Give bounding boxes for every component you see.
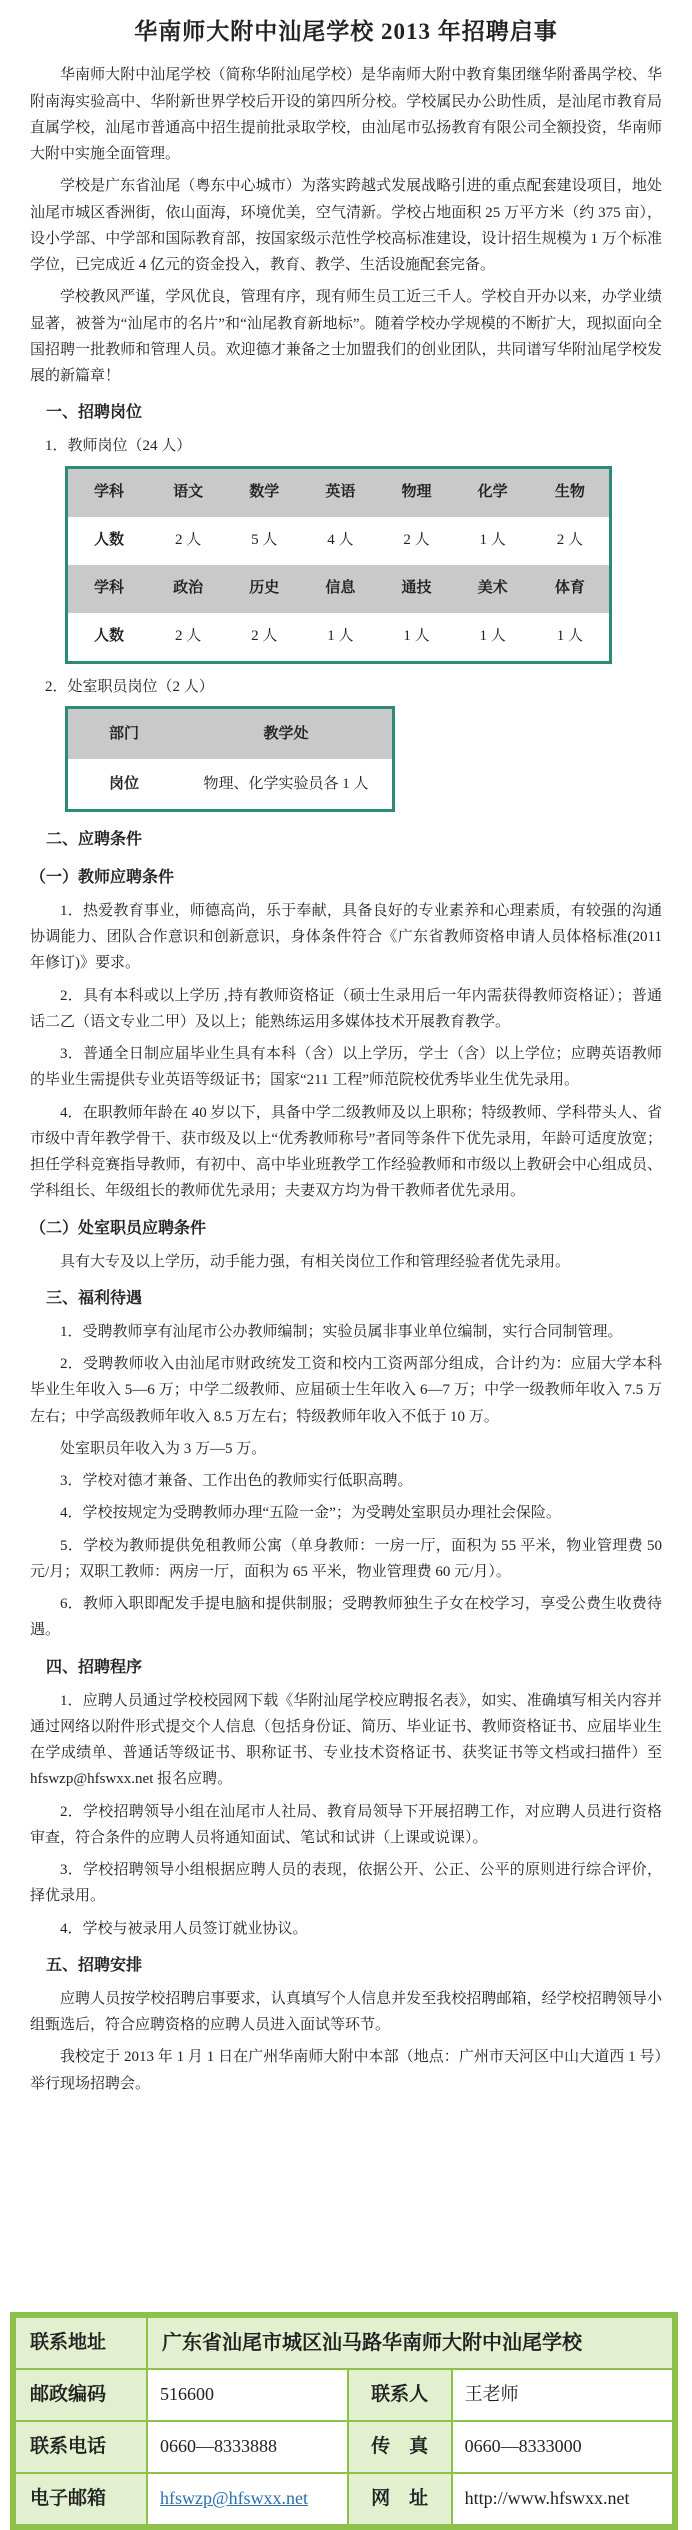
table-cell: 2 人 — [226, 613, 302, 663]
table-cell: 2 人 — [531, 517, 611, 565]
table-row — [67, 759, 394, 811]
table-cell: 1 人 — [455, 517, 531, 565]
contact-label: 联系人 — [348, 2369, 452, 2421]
procedure-item: 2．学校招聘领导小组在汕尾市人社局、教育局领导下开展招聘工作，对应聘人员进行资格审查，符合条件的应聘人员将通知面试、笔试和试讲（上课或说课）。 — [30, 1803, 662, 1846]
benefit-item: 4．学校按规定为受聘教师办理“五险一金”；为受聘处室职员办理社会保险。 — [60, 1505, 561, 1522]
table-cell: 人数 — [67, 613, 151, 663]
table-cell: 物理、化学实验员各 1 人 — [203, 775, 369, 792]
teacher-positions-subheading: 1．教师岗位（24 人） — [45, 438, 192, 455]
table-row — [67, 467, 611, 517]
table-cell: 通技 — [378, 565, 454, 613]
table-row — [67, 613, 611, 663]
phone-number: 0660—8333888 — [147, 2421, 348, 2473]
contact-label: 邮政编码 — [15, 2369, 147, 2421]
table-row — [67, 565, 611, 613]
requirement-item: 2．具有本科或以上学历 ,持有教师资格证（硕士生录用后一年内需获得教师资格证）；普通话二乙（语文专业二甲）及以上；能熟练运用多媒体技术开展教育教学。 — [30, 987, 662, 1030]
table-cell: 化学 — [455, 467, 531, 517]
table-cell: 数学 — [226, 467, 302, 517]
table-cell: 体育 — [531, 565, 611, 613]
benefit-item: 2．受聘教师收入由汕尾市财政统发工资和校内工资两部分组成，合计约为：应届大学本科毕业生年收入 5—6 万；中学二级教师、应届硕士生年收入 6—7 万；中学一级教师年收入 7.5 万左右；中学高级教师年收入 8.5 万左右；特级教师年收入不低于 10 万。 — [30, 1356, 662, 1425]
section-heading-benefits: 三、福利待遇 — [46, 1289, 143, 1307]
table-cell: 2 人 — [150, 613, 226, 663]
requirement-item: 3．普通全日制应届毕业生具有本科（含）以上学历，学士（含）以上学位；应聘英语教师的毕业生需提供专业英语等级证书；国家“211 工程”师范院校优秀毕业生优先录用。 — [30, 1046, 662, 1089]
zip-code: 516600 — [147, 2369, 348, 2421]
table-cell: 教学处 — [180, 707, 394, 759]
table-row — [67, 707, 394, 759]
page — [0, 12, 692, 2519]
procedure-item — [30, 1688, 662, 1793]
contact-box — [10, 2312, 678, 2530]
table-cell: 信息 — [302, 565, 378, 613]
procedure-text: 1．应聘人员通过学校校园网下载《华附汕尾学校应聘报名表》，如实、准确填写相关内容并通过网络以附件形式提交个人信息（包括身份证、简历、毕业证书、教师资格证书、应届毕业生在学成绩单、普通话等级证书、职称证书、专业技术资格证书、获奖证书等文档或扫描件）至 — [30, 1692, 662, 1761]
table-cell: 2 人 — [150, 517, 226, 565]
contact-label: 传 真 — [348, 2421, 452, 2473]
table-cell: 2 人 — [378, 517, 454, 565]
benefit-item: 1．受聘教师享有汕尾市公办教师编制；实验员属非事业单位编制，实行合同制管理。 — [60, 1323, 623, 1340]
table-cell: 政治 — [150, 565, 226, 613]
benefit-item: 3．学校对德才兼备、工作出色的教师实行低职高聘。 — [60, 1473, 413, 1489]
contact-label: 联系电话 — [15, 2421, 147, 2473]
table-cell: 部门 — [67, 707, 181, 759]
application-email-link[interactable]: hfswzp@hfswxx.net — [30, 1771, 154, 1788]
page-title: 华南师大附中汕尾学校 2013 年招聘启事 — [134, 19, 558, 44]
contact-table — [14, 2316, 674, 2526]
table-cell: 语文 — [150, 467, 226, 517]
table-cell: 学科 — [67, 565, 151, 613]
procedure-item: 3．学校招聘领导小组根据应聘人员的表现，依据公开、公正、公平的原则进行综合评价，择优录用。 — [30, 1862, 662, 1905]
table-cell: 生物 — [531, 467, 611, 517]
section-heading-arrangement: 五、招聘安排 — [46, 1956, 143, 1974]
table-cell: 英语 — [302, 467, 378, 517]
benefit-item: 处室职员年收入为 3 万—5 万。 — [60, 1440, 267, 1457]
main-content — [0, 62, 692, 2097]
procedure-item: 4．学校与被录用人员签订就业协议。 — [60, 1920, 308, 1937]
contact-person: 王老师 — [452, 2369, 673, 2421]
table-cell: 学科 — [67, 467, 151, 517]
requirement-item: 1．热爱教育事业，师德高尚，乐于奉献，具备良好的专业素养和心理素质，有较强的沟通协调能力、团队合作意识和创新意识，身体条件符合《广东省教师资格申请人员体格标准(2011 年修订)》要求。 — [30, 902, 662, 972]
contact-label: 网 址 — [348, 2473, 452, 2525]
teacher-positions-table — [65, 466, 612, 664]
section-heading-procedure: 四、招聘程序 — [46, 1658, 143, 1676]
fax-number: 0660—8333000 — [452, 2421, 673, 2473]
email-link-text[interactable]: hfswzp@hfswxx.net — [160, 2488, 309, 2509]
table-cell: 1 人 — [455, 613, 531, 663]
table-cell: 1 人 — [531, 613, 611, 663]
table-cell: 物理 — [378, 467, 454, 517]
contact-row — [15, 2473, 673, 2525]
contact-label: 联系地址 — [15, 2317, 147, 2369]
benefit-item: 5．学校为教师提供免租教师公寓（单身教师：一房一厅，面积为 55 平米，物业管理费 50 元/月；双职工教师：两房一厅，面积为 65 平米，物业管理费 60 元/月）。 — [30, 1537, 662, 1580]
staff-positions-subheading: 2．处室职员岗位（2 人） — [45, 678, 214, 695]
website[interactable]: http://www.hfswxx.net — [452, 2473, 673, 2525]
intro-paragraph: 学校教风严谨，学风优良，管理有序，现有师生员工近三千人。学校自开办以来，办学业绩显著，被誉为“汕尾市的名片”和“汕尾教育新地标”。随着学校办学规模的不断扩大，现拟面向全国招聘一批教师和管理人员。欢迎德才兼备之士加盟我们的创业团队，共同谱写华附汕尾学校发展的新篇章！ — [30, 289, 662, 384]
procedure-text: 报名应聘。 — [153, 1771, 233, 1788]
table-cell: 1 人 — [378, 613, 454, 663]
contact-row — [15, 2421, 673, 2473]
arrangement-item: 应聘人员按学校招聘启事要求，认真填写个人信息并发至我校招聘邮箱，经学校招聘领导小组甄选后，符合应聘资格的应聘人员进入面试等环节。 — [30, 1990, 662, 2033]
contact-address: 广东省汕尾市城区汕马路华南师大附中汕尾学校 — [147, 2317, 673, 2369]
table-cell: 历史 — [226, 565, 302, 613]
contact-row-address — [15, 2317, 673, 2369]
staff-requirement-text: 具有大专及以上学历，动手能力强，有相关岗位工作和管理经验者优先录用。 — [60, 1253, 571, 1270]
benefit-item: 6．教师入职即配发手提电脑和提供制服；受聘教师独生子女在校学习，享受公费生收费待遇。 — [30, 1596, 662, 1639]
table-row — [67, 517, 611, 565]
table-cell: 岗位 — [108, 775, 139, 792]
contact-row — [15, 2369, 673, 2421]
table-cell: 1 人 — [302, 613, 378, 663]
arrangement-item: 我校定于 2013 年 1 月 1 日在广州华南师大附中本部（地点：广州市天河区中山大道西 1 号）举行现场招聘会。 — [30, 2049, 662, 2092]
staff-requirements-heading: （二）处室职员应聘条件 — [30, 1219, 207, 1237]
intro-paragraph: 学校是广东省汕尾（粤东中心城市）为落实跨越式发展战略引进的重点配套建设项目，地处汕尾市城区香洲街，依山面海，环境优美，空气清新。学校占地面积 25 万平方米（约 375 亩），设小学部、中学部和国际教育部，按国家级示范性学校高标准建设，设计招生规模为 1 万个标准学位，已完成近 4 亿元的资金投入，教育、教学、生活设施配套完备。 — [30, 178, 662, 273]
section-heading-requirements: 二、应聘条件 — [46, 830, 143, 848]
contact-email-link[interactable] — [147, 2473, 348, 2525]
teacher-requirements-heading: （一）教师应聘条件 — [30, 868, 175, 886]
contact-label: 电子邮箱 — [15, 2473, 147, 2525]
section-heading-positions: 一、招聘岗位 — [46, 404, 143, 422]
table-cell: 4 人 — [302, 517, 378, 565]
table-cell: 人数 — [67, 517, 151, 565]
intro-paragraph: 华南师大附中汕尾学校（简称华附汕尾学校）是华南师大附中教育集团继华附番禺学校、华附南海实验高中、华附新世界学校后开设的第四所分校。学校属民办公助性质，是汕尾市教育局直属学校，汕尾市普通高中招生提前批录取学校，由汕尾市弘扬教育有限公司全额投资，华南师大附中实施全面管理。 — [30, 67, 662, 162]
staff-positions-table — [65, 706, 395, 812]
requirement-item: 4．在职教师年龄在 40 岁以下，具备中学二级教师及以上职称；特级教师、学科带头人、省市级中青年教学骨干、获市级及以上“优秀教师称号”者同等条件下优先录用，年龄可适度放宽；担任学科竞赛指导教师，有初中、高中毕业班教学工作经验教师和市级以上教研会中心组成员、学科组长、年级组长的教师优先录用；夫妻双方均为骨干教师者优先录用。 — [30, 1104, 662, 1200]
table-cell: 5 人 — [226, 517, 302, 565]
table-cell: 美术 — [455, 565, 531, 613]
